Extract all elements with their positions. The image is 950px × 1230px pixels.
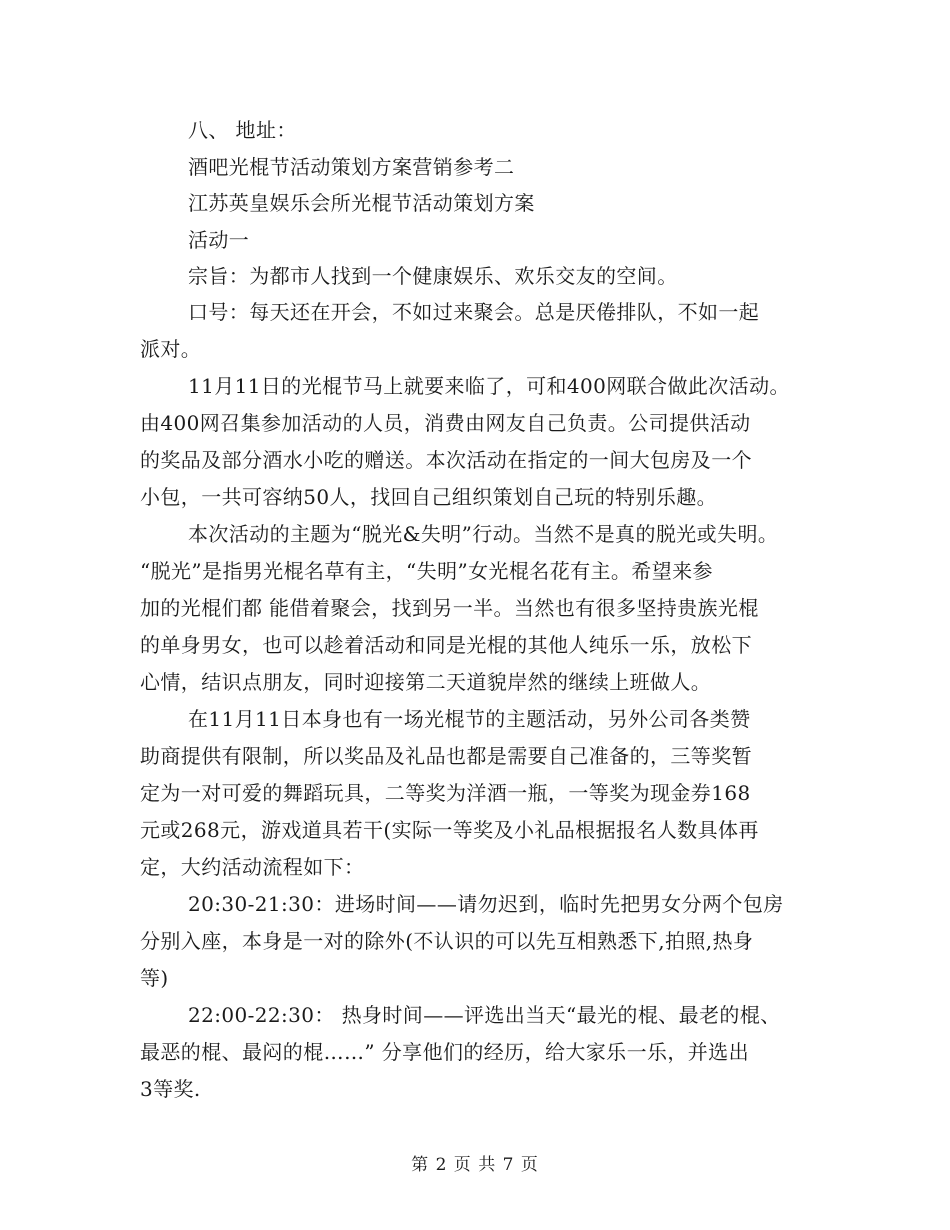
- section-heading-address: 八、 地址：: [188, 118, 297, 142]
- paragraph-line: 本次活动的主题为“脱光&失明”行动。当然不是真的脱光或失明。: [188, 522, 779, 546]
- paragraph-line: 由400网召集参加活动的人员，消费由网友自己负责。公司提供活动: [140, 411, 751, 435]
- slogan-line-cont: 派对。: [140, 337, 202, 361]
- paragraph-line: 定为一对可爱的舞蹈玩具，二等奖为洋酒一瓶，一等奖为现金券168: [140, 781, 751, 805]
- paragraph-line: 心情，结识点朋友，同时迎接第二天道貌岸然的继续上班做人。: [140, 670, 712, 694]
- paragraph-line: 的单身男女，也可以趁着活动和同是光棍的其他人纯乐一乐，放松下: [140, 633, 752, 657]
- paragraph-line: 定，大约活动流程如下：: [140, 855, 365, 879]
- activity-heading: 活动一: [188, 228, 250, 252]
- paragraph-line: 助商提供有限制，所以奖品及礼品也都是需要自己准备的，三等奖暂: [140, 744, 752, 768]
- schedule-line: 最恶的棍、最闷的棍……” 分享他们的经历，给大家乐一乐，并选出: [140, 1040, 749, 1064]
- title-line-3: 江苏英皇娱乐会所光棍节活动策划方案: [188, 191, 535, 215]
- schedule-line: 分别入座，本身是一对的除外(不认识的可以先互相熟悉下,拍照,热身: [140, 929, 754, 953]
- paragraph-line: 元或268元，游戏道具若干(实际一等奖及小礼品根据报名人数具体再: [140, 818, 759, 842]
- paragraph-line: 加的光棍们都 能借着聚会，找到另一半。当然也有很多坚持贵族光棍: [140, 596, 759, 620]
- paragraph-line: 在11月11日本身也有一场光棍节的主题活动，另外公司各类赞: [188, 707, 751, 731]
- page-number-footer: 第 2 页 共 7 页: [411, 1155, 539, 1175]
- title-line-2: 酒吧光棍节活动策划方案营销参考二: [188, 155, 515, 179]
- schedule-line: 3等奖.: [140, 1077, 201, 1101]
- paragraph-line: 的奖品及部分酒水小吃的赠送。本次活动在指定的一间大包房及一个: [140, 448, 752, 472]
- purpose-line: 宗旨：为都市人找到一个健康娱乐、欢乐交友的空间。: [188, 264, 678, 288]
- schedule-line: 20:30-21:30：进场时间——请勿迟到，临时先把男女分两个包房: [188, 892, 784, 916]
- paragraph-line: 11月11日的光棍节马上就要来临了，可和400网联合做此次活动。: [188, 374, 790, 398]
- paragraph-line: 小包，一共可容纳50人，找回自己组织策划自己玩的特别乐趣。: [140, 485, 718, 509]
- slogan-line: 口号：每天还在开会，不如过来聚会。总是厌倦排队，不如一起: [188, 300, 760, 324]
- schedule-line: 22:00-22:30： 热身时间——评选出当天“最光的棍、最老的棍、: [188, 1003, 781, 1027]
- schedule-line: 等): [140, 966, 169, 990]
- paragraph-line: “脱光”是指男光棍名草有主，“失明”女光棍名花有主。希望来参: [140, 559, 713, 583]
